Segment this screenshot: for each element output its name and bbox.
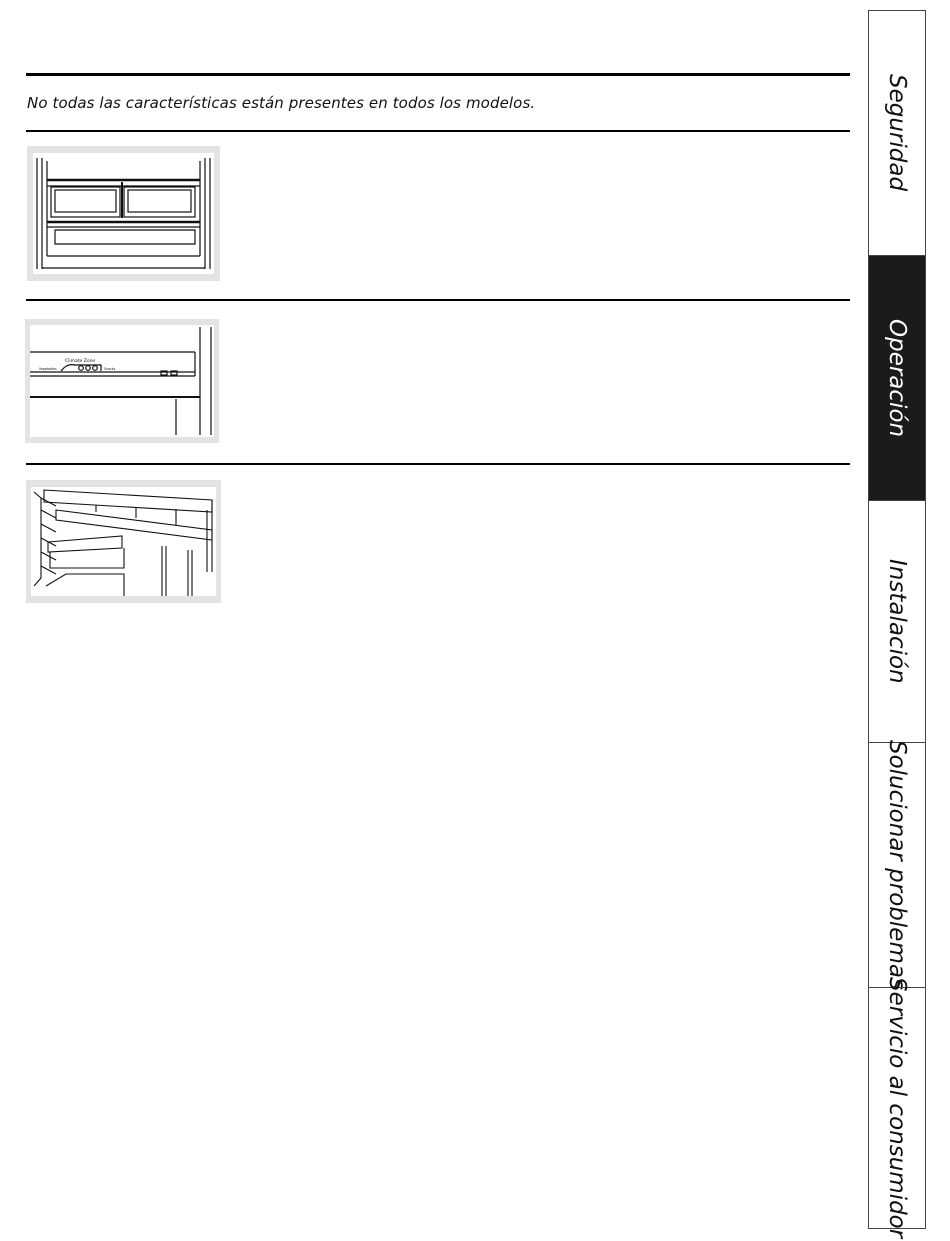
snacks-label: Snacks bbox=[104, 367, 116, 371]
tab-label: Operación bbox=[884, 318, 910, 438]
tab-label: Servicio al consumidor bbox=[884, 977, 910, 1239]
tab-label: Instalación bbox=[884, 559, 910, 684]
climate-zone-panel-figure bbox=[25, 319, 219, 443]
tab-seguridad[interactable] bbox=[869, 11, 925, 255]
tab-operacion[interactable] bbox=[869, 255, 925, 500]
section-tabs bbox=[868, 10, 926, 1239]
tab-instalacion[interactable] bbox=[869, 500, 925, 742]
tab-solucionar-problemas[interactable] bbox=[869, 740, 925, 990]
tab-label: Solucionar problemas bbox=[884, 740, 910, 990]
section-rule-3 bbox=[26, 463, 850, 465]
climate-zone-title: Climate Zone bbox=[65, 359, 96, 364]
pantry-drawer-figure bbox=[26, 480, 221, 603]
freezer-drawer-figure bbox=[27, 146, 220, 281]
models-note: No todas las características están presentes en todos los modelos. bbox=[27, 94, 536, 112]
vegetables-label: Vegetables bbox=[39, 367, 57, 371]
top-rule bbox=[26, 73, 850, 76]
section-rule-1 bbox=[26, 130, 850, 132]
section-rule-2 bbox=[26, 299, 850, 301]
tab-servicio-al-consumidor[interactable] bbox=[869, 977, 925, 1239]
tab-label: Seguridad bbox=[884, 74, 910, 192]
